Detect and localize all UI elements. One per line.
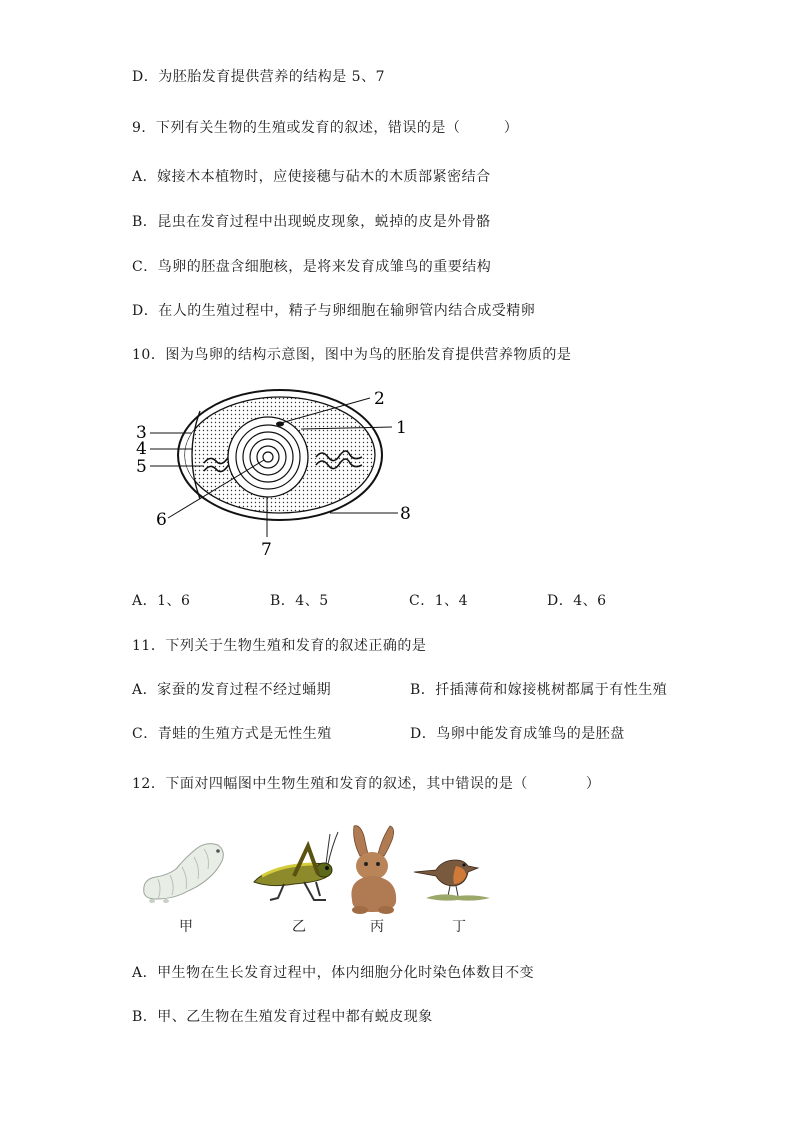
q10-option-d: D．4、6 [547,593,607,609]
egg-structure-diagram [130,385,420,565]
caption-yi: 乙 [292,919,306,935]
label-3: 3 [136,423,147,443]
q12-stem: 12．下面对四幅图中生物生殖和发育的叙述，其中错误的是（ ） [132,776,601,792]
q11-option-c: C．青蛙的生殖方式是无性生殖 [132,726,332,742]
caption-ding: 丁 [452,919,466,935]
q12-option-a: A．甲生物在生长发育过程中，体内细胞分化时染色体数目不变 [132,965,535,981]
label-6: 6 [156,510,167,530]
grasshopper-image [244,826,340,910]
silkworm-image [138,835,230,907]
yolk-membrane [228,417,308,497]
caption-jia: 甲 [179,919,193,935]
q9-stem: 9．下列有关生物的生殖或发育的叙述，错误的是（ ） [132,120,519,136]
label-2: 2 [374,389,385,409]
q10-option-a: A．1、6 [132,593,191,609]
label-4: 4 [136,439,147,459]
rabbit-image [338,822,408,916]
q8-option-d: D．为胚胎发育提供营养的结构是 5、7 [132,69,385,85]
label-1: 1 [396,418,407,438]
q12-option-b: B．甲、乙生物在生殖发育过程中都有蜕皮现象 [132,1009,433,1025]
q10-stem: 10．图为鸟卵的结构示意图，图中为鸟的胚胎发育提供营养物质的是 [132,347,572,363]
label-7: 7 [261,540,272,560]
q10-option-b: B．4、5 [270,593,329,609]
label-8: 8 [400,504,411,524]
q11-option-b: B．扦插薄荷和嫁接桃树都属于有性生殖 [410,682,668,698]
q9-option-c: C．鸟卵的胚盘含细胞核，是将来发育成雏鸟的重要结构 [132,259,492,275]
bird-image [412,842,496,904]
q9-option-b: B．昆虫在发育过程中出现蜕皮现象，蜕掉的皮是外骨骼 [132,214,491,230]
q10-option-c: C．1、4 [409,593,469,609]
q11-option-d: D．鸟卵中能发育成雏鸟的是胚盘 [410,726,625,742]
q11-stem: 11．下列关于生物生殖和发育的叙述正确的是 [132,638,427,654]
q9-option-a: A．嫁接木本植物时，应使接穗与砧木的木质部紧密结合 [132,169,491,185]
q11-option-a: A．家蚕的发育过程不经过蛹期 [132,682,332,698]
caption-bing: 丙 [370,919,384,935]
label-5: 5 [136,457,147,477]
q9-option-d: D．在人的生殖过程中，精子与卵细胞在输卵管内结合成受精卵 [132,303,536,319]
